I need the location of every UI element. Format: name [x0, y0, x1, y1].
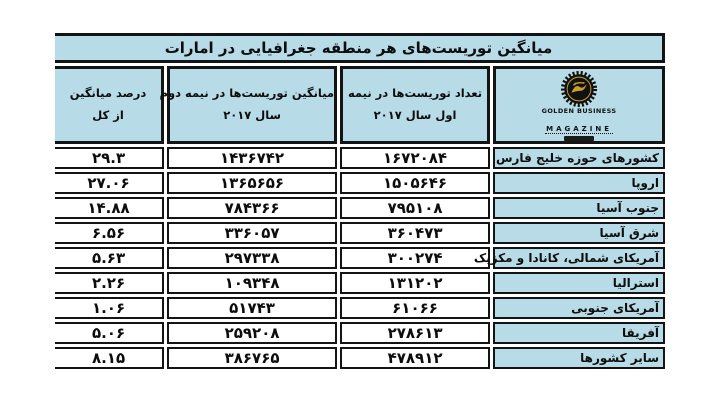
percent-cell: ۲۷.۰۶	[55, 172, 164, 194]
percent-cell: ۶.۵۶	[55, 222, 164, 244]
logo-text-line1: GOLDEN BUSINESS	[541, 107, 617, 115]
count-cell: ۴۷۸۹۱۲	[340, 347, 490, 369]
percent-cell: ۸.۱۵	[55, 347, 164, 369]
count-cell: ۲۷۸۶۱۳	[340, 322, 490, 344]
tourists-table-grid	[52, 30, 668, 372]
column-header-avg-second-half	[159, 66, 337, 144]
table-row	[55, 322, 665, 344]
table-row	[55, 197, 665, 219]
logo-text-line2: MAGAZINE	[546, 124, 612, 133]
header-line: اول سال ۲۰۱۷	[373, 107, 457, 122]
count-cell: ۷۹۵۱۰۸	[340, 197, 490, 219]
table-row	[55, 347, 665, 369]
avg-cell: ۱۳۶۵۶۵۶	[167, 172, 337, 194]
percent-cell: ۱۴.۸۸	[55, 197, 164, 219]
tourists-table	[52, 30, 668, 372]
header-line: تعداد توریست‌ها در نیمه	[347, 86, 483, 101]
column-header-count-first-half	[340, 66, 490, 144]
header-line: درصد میانگین	[69, 86, 147, 101]
avg-cell: ۱۰۹۳۴۸	[167, 272, 337, 294]
percent-cell: ۱.۰۶	[55, 297, 164, 319]
region-cell: اروپا	[493, 172, 665, 194]
table-row	[55, 222, 665, 244]
count-cell: ۱۳۱۲۰۲	[340, 272, 490, 294]
count-cell: ۳۰۰۲۷۴	[340, 247, 490, 269]
avg-cell: ۷۸۴۳۶۶	[167, 197, 337, 219]
golden-business-seal-icon	[560, 70, 598, 108]
count-cell: ۱۵۰۵۶۴۶	[340, 172, 490, 194]
avg-cell: ۵۱۷۴۳	[167, 297, 337, 319]
avg-cell: ۲۵۹۲۰۸	[167, 322, 337, 344]
table-row	[55, 172, 665, 194]
count-cell: ۱۶۷۲۰۸۴	[340, 147, 490, 169]
percent-cell: ۲۹.۳	[55, 147, 164, 169]
region-cell: شرق آسیا	[493, 222, 665, 244]
percent-cell: ۵.۶۳	[55, 247, 164, 269]
table-row	[55, 247, 665, 269]
logo-cell	[493, 66, 665, 144]
region-cell: استرالیا	[493, 272, 665, 294]
count-cell: ۶۱۰۶۶	[340, 297, 490, 319]
region-cell: کشورهای حوزه خلیج فارس	[493, 147, 665, 169]
count-cell: ۳۶۰۴۷۳	[340, 222, 490, 244]
avg-cell: ۱۴۳۶۷۴۲	[167, 147, 337, 169]
table-row	[55, 147, 665, 169]
avg-cell: ۳۸۶۷۶۵	[167, 347, 337, 369]
region-cell: آمریکای جنوبی	[493, 297, 665, 319]
percent-cell: ۲.۲۶	[55, 272, 164, 294]
avg-cell: ۲۹۷۳۳۸	[167, 247, 337, 269]
region-cell: آمریکای شمالی، کانادا و مکزیک	[493, 247, 665, 269]
avg-cell: ۳۳۶۰۵۷	[167, 222, 337, 244]
region-cell: جنوب آسیا	[493, 197, 665, 219]
percent-cell: ۵.۰۶	[55, 322, 164, 344]
column-header-percent-of-total	[55, 66, 164, 144]
region-cell: سایر کشورها	[493, 347, 665, 369]
logo-since-bar	[564, 136, 594, 141]
header-line: از کل	[92, 107, 124, 122]
header-line: میانگین توریست‌ها در نیمه دوم	[159, 86, 335, 101]
table-row	[55, 272, 665, 294]
table-title: میانگین توریست‌های هر منطقه جغرافیایی در امارات	[55, 33, 665, 63]
region-cell: آفریقا	[493, 322, 665, 344]
header-line: سال ۲۰۱۷	[223, 107, 281, 122]
table-row	[55, 297, 665, 319]
